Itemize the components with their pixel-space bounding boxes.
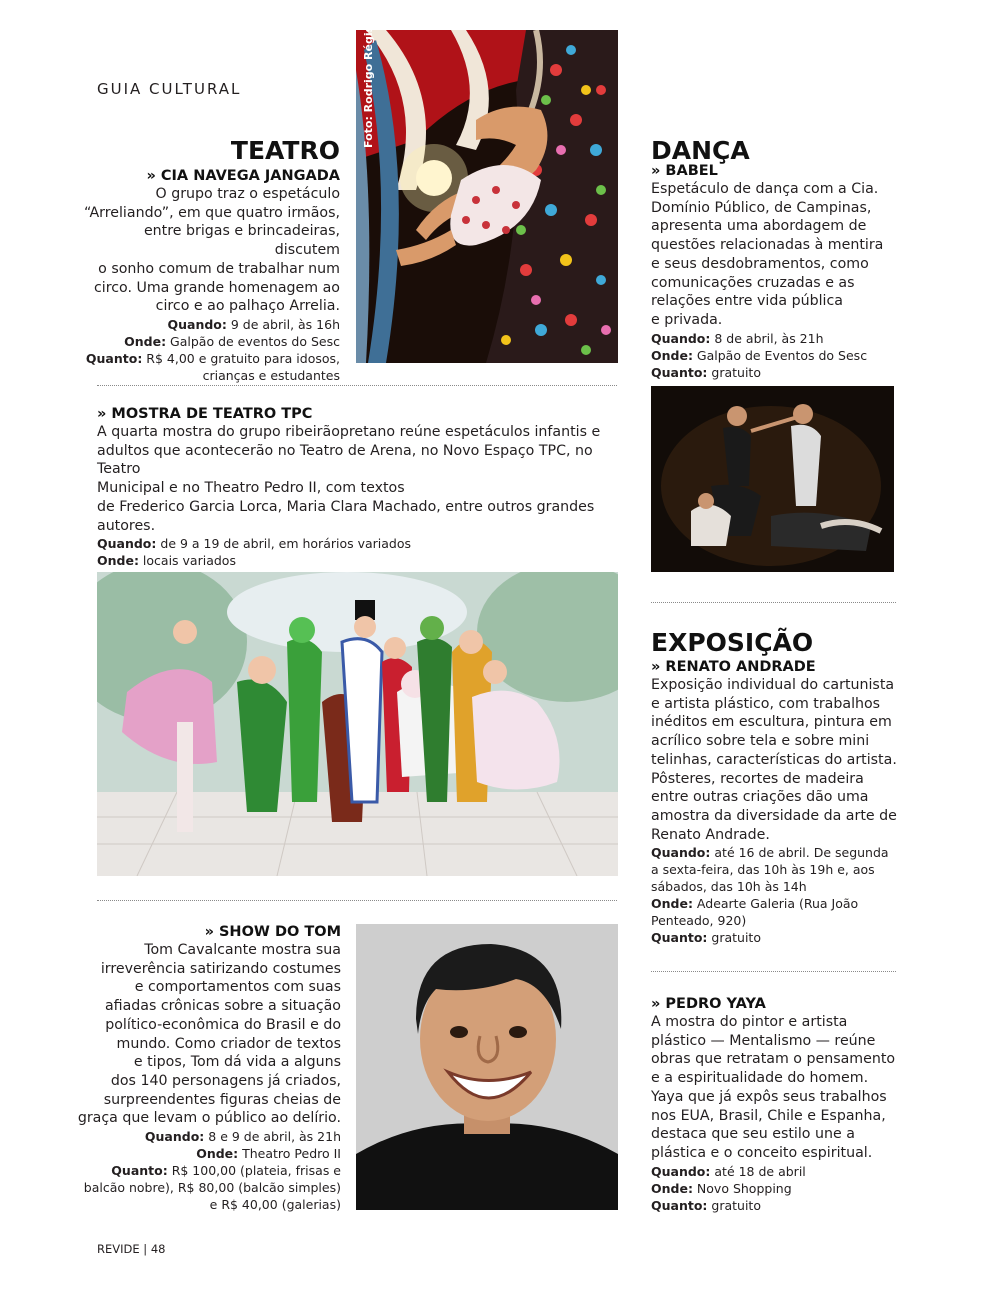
tom-quanto-cont: balcão nobre), R$ 80,00 (balcão simples)	[83, 1180, 341, 1196]
babel-line: e seus desdobramentos, como	[651, 255, 869, 272]
tom-line: e comportamentos com suas	[134, 979, 341, 996]
renato-line: inéditos em escultura, pintura em	[651, 714, 892, 731]
pedro-line: nos EUA, Brasil, Chile e Espanha,	[651, 1107, 886, 1124]
mostra-line: adultos que acontecerão no Teatro de Arena, no Novo Espaço TPC, no Teatro	[97, 442, 593, 478]
babel-line: apresenta uma abordagem de	[651, 218, 867, 235]
section-tag: GUIA CULTURAL	[97, 80, 242, 98]
cia-quando: Quando: 9 de abril, às 16h	[167, 316, 340, 332]
cia-onde: Onde: Galpão de eventos do Sesc	[124, 333, 340, 349]
divider	[651, 602, 896, 603]
circus-photo	[356, 30, 618, 363]
tom-line: e tipos, Tom dá vida a alguns	[133, 1054, 341, 1071]
cia-line: circo. Uma grande homenagem ao	[93, 279, 340, 296]
babel-onde: Onde: Galpão de Eventos do Sesc	[651, 347, 868, 363]
tom-photo	[356, 924, 618, 1210]
tom-line: graça que levam o público ao delírio.	[77, 1110, 341, 1127]
babel-line: e privada.	[651, 311, 723, 328]
tom-line: irreverência satirizando costumes	[100, 960, 341, 977]
pedro-quando: Quando: até 18 de abril	[651, 1163, 806, 1179]
renato-block	[651, 658, 906, 946]
teatro-heading: TEATRO	[230, 136, 340, 165]
babel-block	[651, 162, 901, 381]
folio-separator: |	[139, 1242, 151, 1256]
babel-line: Espetáculo de dança com a Cia.	[651, 181, 879, 197]
renato-line: acrílico sobre tela e sobre mini	[651, 733, 870, 750]
pedro-line: plástico — Mentalismo — reúne	[651, 1032, 876, 1049]
pedro-line: A mostra do pintor e artista	[651, 1014, 848, 1030]
mostra-line: de Frederico Garcia Lorca, Maria Clara Machado, entre outros grandes autores.	[97, 498, 595, 534]
babel-subtitle: » BABEL	[651, 163, 718, 179]
tom-quanto-cont: e R$ 40,00 (galerias)	[209, 1197, 341, 1213]
tom-onde: Onde: Theatro Pedro II	[196, 1146, 341, 1162]
babel-line: Domínio Público, de Campinas,	[651, 199, 872, 216]
cia-navega-block	[80, 167, 340, 384]
cia-line: “Arreliando”, em que quatro irmãos,	[83, 204, 340, 221]
tom-line: político-econômica do Brasil e do	[105, 1016, 341, 1033]
cast-photo	[97, 572, 618, 876]
mostra-onde: Onde: locais variados	[97, 553, 236, 569]
tom-line: surpreendentes figuras cheias de	[103, 1091, 341, 1108]
divider	[97, 385, 617, 386]
renato-onde-cont: Penteado, 920)	[651, 913, 747, 929]
pedro-line: obras que retratam o pensamento	[651, 1051, 896, 1068]
babel-line: relações entre vida pública	[651, 293, 843, 310]
babel-quando: Quando: 8 de abril, às 21h	[651, 330, 824, 346]
tom-line: Tom Cavalcante mostra sua	[144, 942, 341, 958]
cia-navega-subtitle: » CIA NAVEGA JANGADA	[146, 168, 340, 184]
cia-quanto-cont: crianças e estudantes	[202, 367, 340, 383]
renato-onde: Onde: Adearte Galeria (Rua João	[651, 896, 859, 912]
babel-line: comunicações cruzadas e as	[651, 274, 855, 291]
tom-line: mundo. Como criador de textos	[116, 1035, 341, 1052]
photo-credit: Foto: Rodrigo Régis	[362, 25, 375, 148]
cia-line: circo e ao palhaço Arrelia.	[155, 298, 340, 315]
pedro-subtitle: » PEDRO YAYA	[651, 996, 766, 1012]
divider	[97, 900, 617, 901]
renato-line: e artista plástico, com trabalhos	[651, 695, 881, 712]
show-tom-block	[61, 923, 341, 1213]
pedro-line: e a espiritualidade do homem.	[651, 1070, 869, 1087]
pedro-line: Yaya que já expôs seus trabalhos	[651, 1088, 887, 1105]
tom-quando: Quando: 8 e 9 de abril, às 21h	[144, 1129, 341, 1145]
tom-line: dos 140 personagens já criados,	[110, 1072, 341, 1089]
mostra-quando: Quando: de 9 a 19 de abril, em horários variados	[97, 536, 412, 552]
pedro-line: plástica e o conceito espiritual.	[651, 1144, 873, 1161]
babel-quanto: Quanto: gratuito	[651, 364, 761, 380]
page-number: 48	[150, 1242, 166, 1256]
dance-photo	[651, 386, 894, 572]
danca-heading: DANÇA	[651, 136, 750, 165]
pedro-block	[651, 995, 906, 1214]
renato-line: telinhas, características do artista.	[651, 751, 897, 768]
renato-line: Exposição individual do cartunista	[651, 677, 895, 693]
pedro-onde: Onde: Novo Shopping	[651, 1180, 792, 1196]
cia-line: O grupo traz o espetáculo	[155, 186, 340, 202]
exposicao-heading: EXPOSIÇÃO	[651, 628, 814, 657]
mostra-line: Municipal e no Theatro Pedro II, com textos	[97, 480, 405, 497]
cia-line: o sonho comum de trabalhar num	[98, 260, 340, 277]
divider	[651, 971, 896, 972]
renato-line: Pôsteres, recortes de madeira	[651, 770, 864, 787]
mostra-line: A quarta mostra do grupo ribeirãopretano reúne espetáculos infantis e	[97, 424, 601, 440]
page-folio	[97, 1242, 165, 1256]
tom-line: afiadas crônicas sobre a situação	[104, 998, 341, 1015]
tom-quanto: Quanto: R$ 100,00 (plateia, frisas e	[111, 1163, 341, 1179]
renato-subtitle: » RENATO ANDRADE	[651, 659, 816, 675]
cia-quanto: Quanto: R$ 4,00 e gratuito para idosos,	[85, 350, 340, 366]
magazine-name: REVIDE	[97, 1242, 140, 1256]
pedro-quanto: Quanto: gratuito	[651, 1197, 761, 1213]
renato-line: entre outras criações dão uma	[651, 789, 869, 806]
mostra-tpc-subtitle: » MOSTRA DE TEATRO TPC	[97, 406, 313, 422]
renato-line: amostra da diversidade da arte de	[651, 807, 897, 824]
renato-quanto: Quanto: gratuito	[651, 930, 761, 946]
cia-line: entre brigas e brincadeiras, discutem	[143, 223, 340, 259]
renato-quando-cont: sábados, das 10h às 14h	[651, 879, 807, 895]
renato-quando-cont: a sexta-feira, das 10h às 19h e, aos	[651, 862, 875, 878]
renato-quando: Quando: até 16 de abril. De segunda	[651, 845, 889, 861]
renato-line: Renato Andrade.	[651, 826, 770, 843]
pedro-line: destaca que seu estilo une a	[651, 1126, 855, 1143]
show-tom-subtitle: » SHOW DO TOM	[204, 924, 341, 940]
babel-line: questões relacionadas à mentira	[651, 237, 884, 254]
